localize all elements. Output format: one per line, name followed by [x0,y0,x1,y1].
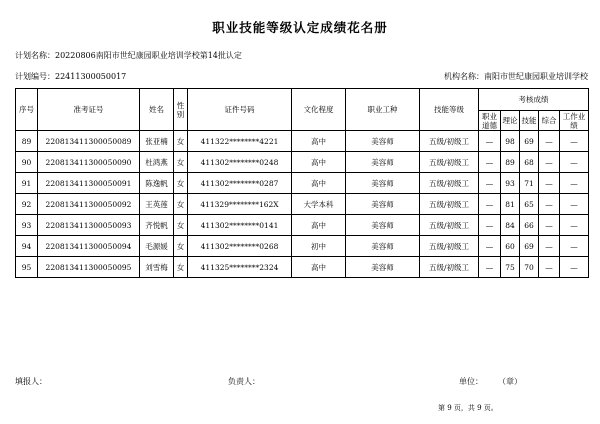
cell-level: 五级/初级工 [420,257,479,278]
cell-level: 五级/初级工 [420,215,479,236]
cell-cert-no: 411302********0268 [188,236,292,257]
table-row [16,131,589,152]
cell-seq: 94 [16,236,38,257]
cell-comprehensive: — [539,173,560,194]
cell-occupation: 美容师 [346,236,420,257]
cell-gender: 女 [174,215,188,236]
cell-education: 高中 [292,131,346,152]
header-scores: 考核成绩 [479,89,589,111]
header-comprehensive: 综合 [539,111,560,131]
cell-name: 杜鸿燕 [140,152,174,173]
cell-education: 高中 [292,257,346,278]
cell-theory: 93 [501,173,520,194]
cell-exam-id: 220813411300050094 [38,236,140,257]
table-row [16,173,589,194]
cell-cert-no: 411302********0287 [188,173,292,194]
cell-level: 五级/初级工 [420,131,479,152]
cell-theory: 84 [501,215,520,236]
cell-skill: 71 [520,173,539,194]
cell-occupation: 美容师 [346,257,420,278]
cell-name: 陈逸帆 [140,173,174,194]
cell-seq: 92 [16,194,38,215]
cell-education: 高中 [292,173,346,194]
table-row [16,194,589,215]
cell-comprehensive: — [539,257,560,278]
cell-level: 五级/初级工 [420,194,479,215]
cell-skill: 66 [520,215,539,236]
cell-gender: 女 [174,131,188,152]
cell-theory: 60 [501,236,520,257]
cell-exam-id: 220813411300050092 [38,194,140,215]
plan-number: 计划编号：22411300050017 [15,72,127,81]
cell-cert-no: 411329********162X [188,194,292,215]
header-ethics: 职业道德 [479,111,501,131]
cell-comprehensive: — [539,194,560,215]
cell-seq: 89 [16,131,38,152]
cell-ethics: — [479,152,501,173]
cell-exam-id: 220813411300050091 [38,173,140,194]
cell-skill: 69 [520,236,539,257]
cell-gender: 女 [174,257,188,278]
header-work: 工作业绩 [560,111,589,131]
cell-gender: 女 [174,236,188,257]
cell-cert-no: 411325********2324 [188,257,292,278]
header-cert-no: 证件号码 [188,89,292,131]
cell-gender: 女 [174,194,188,215]
header-seq: 序号 [16,89,38,131]
cell-name: 王英莲 [140,194,174,215]
cell-education: 高中 [292,152,346,173]
cell-name: 张亚楠 [140,131,174,152]
header-level: 技能等级 [420,89,479,131]
cell-exam-id: 220813411300050093 [38,215,140,236]
table-row [16,152,589,173]
filler-label: 填报人： [15,377,47,386]
cell-exam-id: 220813411300050095 [38,257,140,278]
cell-comprehensive: — [539,131,560,152]
cell-seq: 91 [16,173,38,194]
cell-occupation: 美容师 [346,173,420,194]
header-theory: 理论 [501,111,520,131]
cell-name: 齐悦帆 [140,215,174,236]
cell-theory: 81 [501,194,520,215]
cell-ethics: — [479,236,501,257]
cell-occupation: 美容师 [346,152,420,173]
cell-skill: 68 [520,152,539,173]
cell-seq: 95 [16,257,38,278]
cell-seq: 93 [16,215,38,236]
header-name: 姓名 [140,89,174,131]
org-name: 机构名称：南阳市世纪康园职业培训学校 [444,72,588,81]
cell-skill: 69 [520,131,539,152]
cell-level: 五级/初级工 [420,173,479,194]
cell-cert-no: 411302********0141 [188,215,292,236]
page-number: 第 9 页，共 9 页。 [438,404,498,412]
cell-ethics: — [479,173,501,194]
page-title: 职业技能等级认定成绩花名册 [212,20,388,35]
seal-label: （章） [498,377,522,386]
cell-work: — [560,173,589,194]
table-row [16,215,589,236]
cell-theory: 98 [501,131,520,152]
cell-gender: 女 [174,152,188,173]
cell-level: 五级/初级工 [420,152,479,173]
cell-occupation: 美容师 [346,131,420,152]
cell-work: — [560,215,589,236]
header-exam-id: 准考证号 [38,89,140,131]
cell-name: 毛源媛 [140,236,174,257]
cell-education: 大学本科 [292,194,346,215]
header-occupation: 职业工种 [346,89,420,131]
cell-skill: 70 [520,257,539,278]
unit-label: 单位： [459,377,483,386]
table-row [16,236,589,257]
cell-seq: 90 [16,152,38,173]
responsible-label: 负责人： [228,377,260,386]
cell-name: 刘雪梅 [140,257,174,278]
cell-exam-id: 220813411300050090 [38,152,140,173]
header-gender: 性别 [174,89,188,131]
cell-comprehensive: — [539,236,560,257]
cell-level: 五级/初级工 [420,236,479,257]
cell-theory: 89 [501,152,520,173]
cell-ethics: — [479,131,501,152]
cell-comprehensive: — [539,152,560,173]
table-row [16,257,589,278]
cell-exam-id: 220813411300050089 [38,131,140,152]
cell-cert-no: 411302********0248 [188,152,292,173]
cell-ethics: — [479,257,501,278]
cell-education: 初中 [292,236,346,257]
cell-education: 高中 [292,215,346,236]
roster-table [15,88,589,278]
cell-ethics: — [479,194,501,215]
cell-gender: 女 [174,173,188,194]
cell-skill: 65 [520,194,539,215]
cell-work: — [560,152,589,173]
cell-occupation: 美容师 [346,194,420,215]
cell-occupation: 美容师 [346,215,420,236]
cell-work: — [560,236,589,257]
cell-work: — [560,194,589,215]
cell-cert-no: 411322********4221 [188,131,292,152]
plan-name: 计划名称：20220806南阳市世纪康园职业培训学校第14批认定 [15,51,242,60]
header-education: 文化程度 [292,89,346,131]
cell-ethics: — [479,215,501,236]
cell-work: — [560,131,589,152]
cell-comprehensive: — [539,215,560,236]
cell-theory: 75 [501,257,520,278]
cell-work: — [560,257,589,278]
header-skill: 技能 [520,111,539,131]
